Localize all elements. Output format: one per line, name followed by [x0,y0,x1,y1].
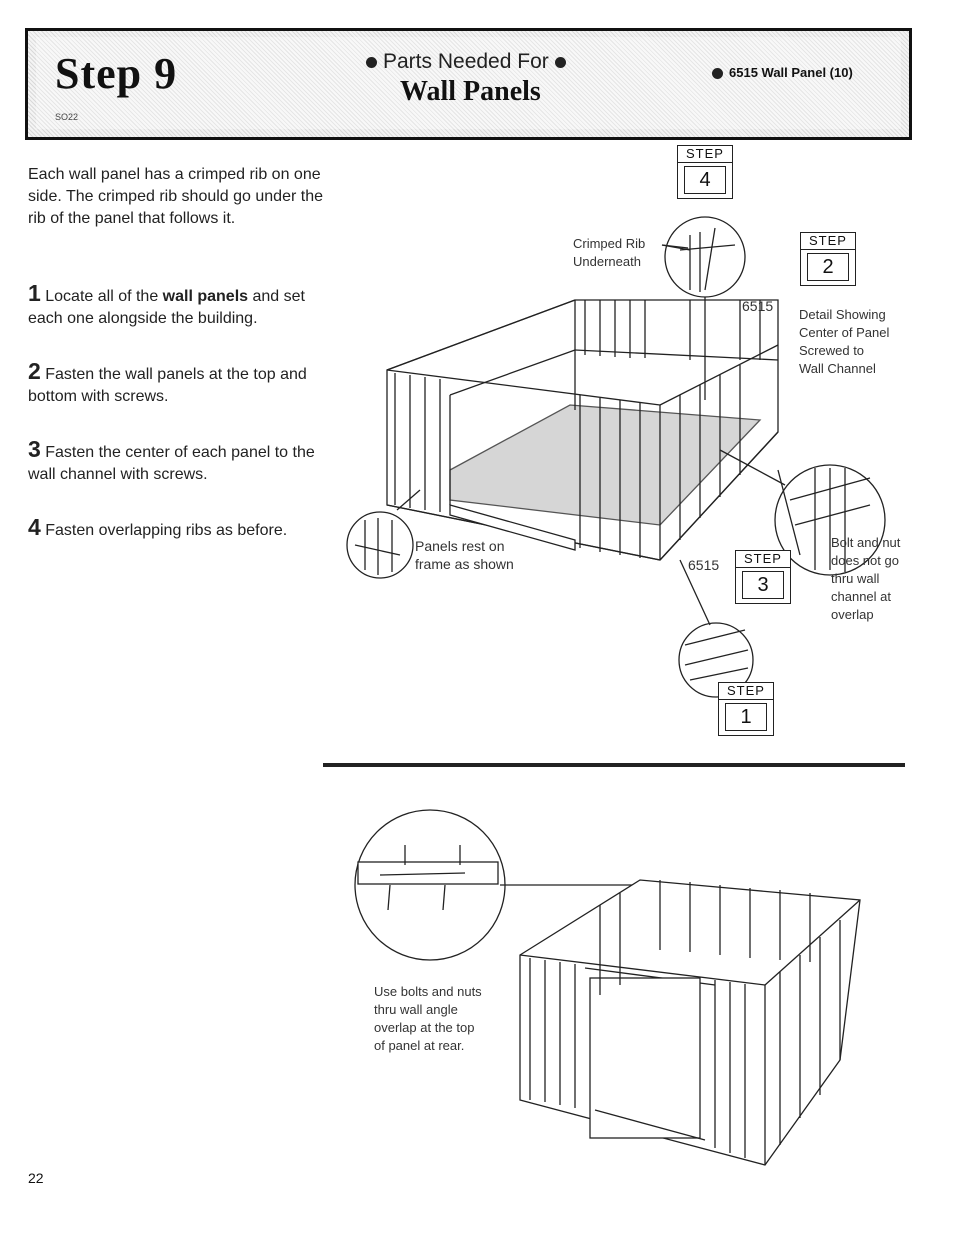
step-code: SO22 [55,112,79,122]
instruction-step-1: 1 Locate all of the wall panels and set each one alongside the building. [28,280,305,327]
detail-center-label: Detail Showing Center of Panel Screwed to Wall Channel [799,307,890,376]
instruction-step-2: 2 Fasten the wall panels at the top and bottom with screws. [28,358,307,405]
instruction-step-3: 3 Fasten the center of each panel to the wall channel with screws. [28,436,315,483]
step-box-3: STEP 3 [735,550,791,604]
crimped-rib-label: Crimped Rib Underneath [573,236,646,269]
step-box-4: STEP 4 [677,145,733,199]
step-box-1: STEP 1 [718,682,774,736]
page-number: 22 [28,1170,44,1186]
part-item: 6515 Wall Panel (10) [706,65,853,80]
part-number-label-bottom: 6515 [688,557,720,573]
part-number-label: 6515 [742,298,774,314]
intro-paragraph: Each wall panel has a crimped rib on one side. The crimped rib should go under the rib of the panel that follows it. [28,166,323,227]
section-divider [323,763,905,767]
parts-title: Wall Panels [400,76,541,107]
step-box-2: STEP 2 [800,232,856,286]
parts-needed-heading: Parts Needed For [360,50,572,74]
instruction-step-4: 4 Fasten overlapping ribs as before. [28,514,288,540]
bolt-nut-label: Bolt and nut does not go thru wall channel at overlap [831,535,901,622]
panels-rest-label: Panels rest on frame as shown [415,538,514,572]
use-bolts-label: Use bolts and nuts thru wall angle overlap at the top of panel at rear. [374,984,482,1053]
step-title: Step 9 [55,49,178,98]
